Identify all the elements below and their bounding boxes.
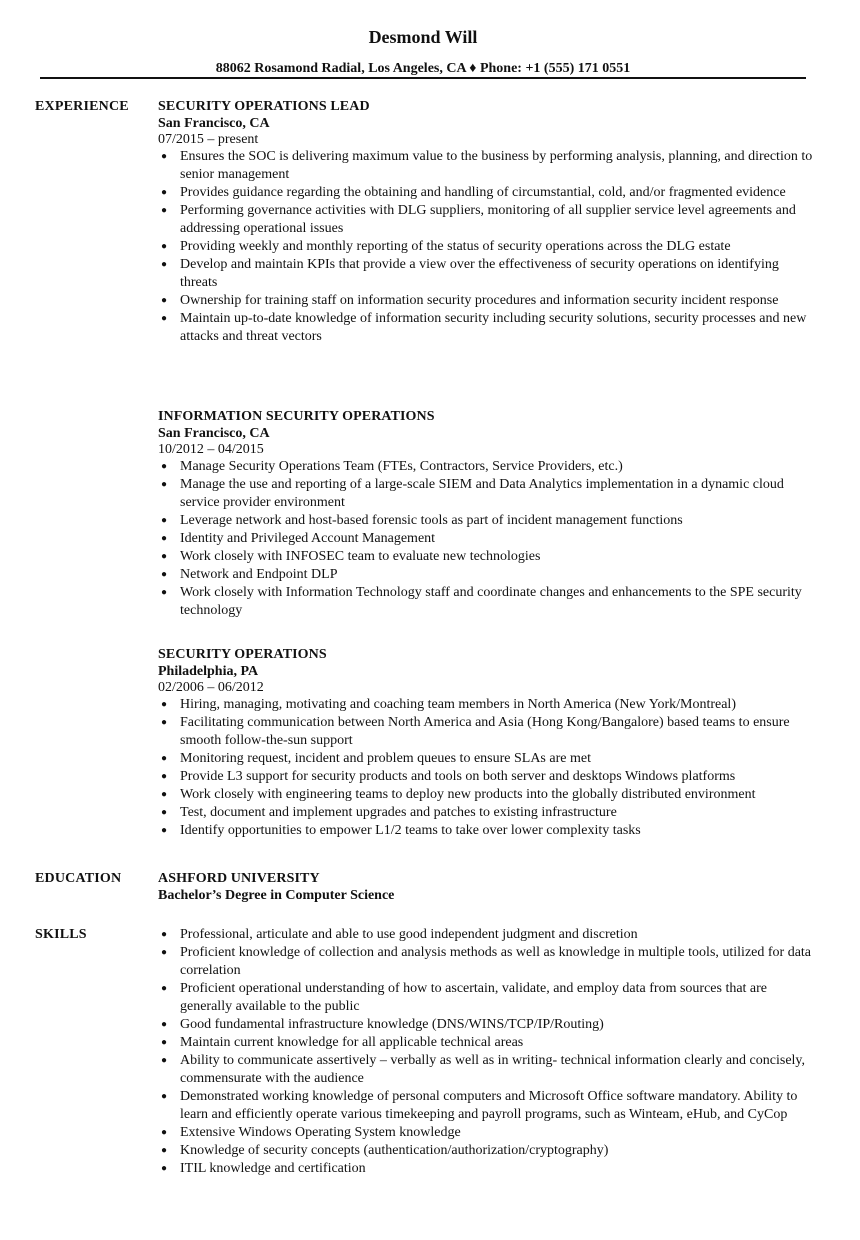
bullet-icon: ● <box>161 983 168 994</box>
bullet-icon: ● <box>161 533 168 544</box>
bullet-item: ● Monitoring request, incident and problem queues to ensure SLAs are met <box>161 751 591 766</box>
bullet-icon: ● <box>161 241 168 252</box>
contact-line: 88062 Rosamond Radial, Los Angeles, CA ♦ Phone: +1 (555) 171 0551 <box>215 61 631 76</box>
bullet-item: ● Proficient knowledge of collection and analysis methods as well as knowledge in multiple tools, utilized for data correlation <box>161 945 812 978</box>
bullet-icon: ● <box>161 1127 168 1138</box>
job-entry <box>158 646 818 840</box>
bullet-item: ● Ensures the SOC is delivering maximum value to the business by performing analysis, planning, and direction to senior management <box>161 149 813 182</box>
bullet-item: ● ITIL knowledge and certification <box>161 1161 366 1176</box>
section-label-experience: EXPERIENCE <box>35 99 129 114</box>
education-body <box>158 870 818 904</box>
bullet-icon: ● <box>161 1163 168 1174</box>
bullet-icon: ● <box>161 461 168 472</box>
bullet-item: ● Work closely with Information Technology staff and coordinate changes and enhancements to the SPE security technology <box>161 585 802 618</box>
job-location: Philadelphia, PA <box>158 664 259 679</box>
skills-bullets <box>158 926 818 1178</box>
candidate-name: Desmond Will <box>368 27 478 47</box>
bullet-icon: ● <box>161 259 168 270</box>
job-entry <box>158 98 818 346</box>
bullet-item: ● Hiring, managing, motivating and coaching team members in North America (New York/Montreal) <box>161 697 736 712</box>
bullet-icon: ● <box>161 929 168 940</box>
bullet-icon: ● <box>161 1055 168 1066</box>
bullet-icon: ● <box>161 569 168 580</box>
bullet-icon: ● <box>161 151 168 162</box>
job-bullets <box>158 458 818 620</box>
job-title: SECURITY OPERATIONS <box>158 647 327 662</box>
bullet-item: ● Ability to communicate assertively – verbally as well as in writing- technical information clearly and concisely, commensurate with the audience <box>161 1053 806 1086</box>
bullet-item: ● Maintain current knowledge for all applicable technical areas <box>161 1035 524 1050</box>
bullet-icon: ● <box>161 551 168 562</box>
bullet-item: ● Manage Security Operations Team (FTEs, Contractors, Service Providers, etc.) <box>161 459 623 474</box>
bullet-icon: ● <box>161 187 168 198</box>
bullet-icon: ● <box>161 807 168 818</box>
bullet-icon: ● <box>161 753 168 764</box>
bullet-item: ● Develop and maintain KPIs that provide a view over the effectiveness of security operations on identifying threats <box>161 257 779 290</box>
bullet-item: ● Good fundamental infrastructure knowledge (DNS/WINS/TCP/IP/Routing) <box>161 1017 604 1032</box>
section-label-education: EDUCATION <box>35 871 122 886</box>
bullet-item: ● Manage the use and reporting of a large-scale SIEM and Data Analytics implementation in a dynamic cloud service provider environment <box>161 477 784 510</box>
bullet-item: ● Proficient operational understanding of how to ascertain, validate, and employ data from sources that are generally available to the public <box>161 981 768 1014</box>
bullet-icon: ● <box>161 789 168 800</box>
bullet-item: ● Facilitating communication between North America and Asia (Hong Kong/Bangalore) based teams to ensure smooth follow-the-sun support <box>161 715 790 748</box>
bullet-icon: ● <box>161 699 168 710</box>
bullet-item: ● Test, document and implement upgrades and patches to existing infrastructure <box>161 805 617 820</box>
degree-name: Bachelor’s Degree in Computer Science <box>158 888 395 903</box>
job-title: SECURITY OPERATIONS LEAD <box>158 99 370 114</box>
bullet-item: ● Professional, articulate and able to use good independent judgment and discretion <box>161 927 638 942</box>
bullet-icon: ● <box>161 1091 168 1102</box>
bullet-icon: ● <box>161 1145 168 1156</box>
job-location: San Francisco, CA <box>158 116 270 131</box>
bullet-icon: ● <box>161 717 168 728</box>
bullet-item: ● Ownership for training staff on information security procedures and information security incident response <box>161 293 779 308</box>
bullet-item: ● Extensive Windows Operating System knowledge <box>161 1125 461 1140</box>
job-entry <box>158 408 818 620</box>
job-dates: 07/2015 – present <box>158 132 259 147</box>
bullet-item: ● Network and Endpoint DLP <box>161 567 338 582</box>
job-location: San Francisco, CA <box>158 426 270 441</box>
job-dates: 02/2006 – 06/2012 <box>158 680 264 695</box>
bullet-icon: ● <box>161 771 168 782</box>
job-bullets <box>158 696 818 840</box>
job-bullets <box>158 148 818 346</box>
bullet-item: ● Knowledge of security concepts (authentication/authorization/cryptography) <box>161 1143 609 1158</box>
bullet-icon: ● <box>161 313 168 324</box>
job-dates: 10/2012 – 04/2015 <box>158 442 264 457</box>
bullet-item: ● Performing governance activities with DLG suppliers, monitoring of all supplier service level agreements and addressing operational issues <box>161 203 796 236</box>
school-name: ASHFORD UNIVERSITY <box>158 871 320 886</box>
bullet-icon: ● <box>161 1019 168 1030</box>
section-label-skills: SKILLS <box>35 927 87 942</box>
bullet-item: ● Maintain up-to-date knowledge of information security including security solutions, security processes and new attacks and threat vectors <box>161 311 807 344</box>
bullet-item: ● Identify opportunities to empower L1/2 teams to take over lower complexity tasks <box>161 823 641 838</box>
job-title: INFORMATION SECURITY OPERATIONS <box>158 409 435 424</box>
bullet-icon: ● <box>161 1037 168 1048</box>
bullet-item: ● Work closely with engineering teams to deploy new products into the globally distributed environment <box>161 787 756 802</box>
bullet-icon: ● <box>161 947 168 958</box>
bullet-icon: ● <box>161 479 168 490</box>
header-divider <box>40 77 806 79</box>
bullet-icon: ● <box>161 295 168 306</box>
bullet-icon: ● <box>161 587 168 598</box>
bullet-item: ● Leverage network and host-based forensic tools as part of incident management functions <box>161 513 683 528</box>
bullet-item: ● Work closely with INFOSEC team to evaluate new technologies <box>161 549 541 564</box>
bullet-item: ● Provide L3 support for security products and tools on both server and desktops Windows platforms <box>161 769 736 784</box>
bullet-icon: ● <box>161 825 168 836</box>
skills-body <box>158 926 818 1178</box>
bullet-icon: ● <box>161 205 168 216</box>
bullet-item: ● Identity and Privileged Account Management <box>161 531 436 546</box>
bullet-item: ● Demonstrated working knowledge of personal computers and Microsoft Office software mandatory. Ability to learn and efficiently operate various timekeeping and payroll programs, such as Winteam, eHub, and CyCop <box>161 1089 798 1122</box>
bullet-item: ● Providing weekly and monthly reporting of the status of security operations across the DLG estate <box>161 239 731 254</box>
bullet-icon: ● <box>161 515 168 526</box>
bullet-item: ● Provides guidance regarding the obtaining and handling of circumstantial, cold, and/or fragmented evidence <box>161 185 786 200</box>
